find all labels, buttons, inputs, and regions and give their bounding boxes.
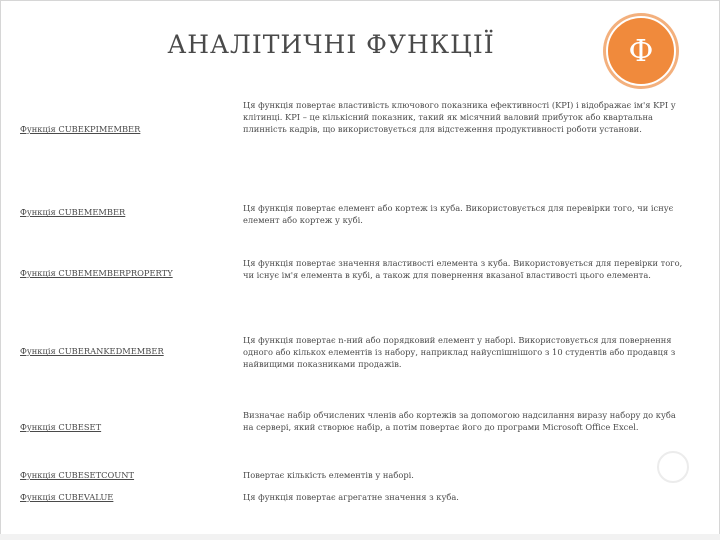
function-name-link[interactable]: Функція CUBERANKEDMEMBER [20,346,164,356]
function-description: Ця функція повертає елемент або кортеж із куба. Використовується для перевірки того, чи існує елемент або кортеж у кубі. [243,203,674,225]
function-name-link[interactable]: Функція CUBEVALUE [20,492,114,502]
function-description: Ця функція повертає властивість ключового показника ефективності (KPI) і відображає ім'я KPI у клітинці. KPI – це кількісний показник, такий як місячний валовий прибуток або квартальна плинність кадрів, що використовується для відстеження продуктивності роботи установи. [243,100,676,134]
function-name-link[interactable]: Функція CUBEMEMBER [20,207,126,217]
letter-badge: Ф [606,16,676,86]
function-name-link[interactable]: Функція CUBEKPIMEMBER [20,124,141,134]
function-name-link[interactable]: Функція CUBEMEMBERPROPERTY [20,268,173,278]
function-description: Ця функція повертає n-ний або порядковий елемент у наборі. Використовується для повернення одного або кількох елементів із набору, наприклад найуспішнішого з 10 студентів або продавця з найвищими показниками продажів. [243,335,676,369]
function-description: Ця функція повертає агрегатне значення з куба. [243,492,459,502]
page-title: АНАЛІТИЧНІ ФУНКЦІЇ [167,30,495,59]
function-name-link[interactable]: Функція CUBESET [20,422,102,432]
function-description: Визначає набір обчислених членів або кортежів за допомогою надсилання виразу набору до куба на сервері, який створює набір, а потім повертає його до програми Microsoft Office Excel. [243,410,676,432]
function-description: Повертає кількість елементів у наборі. [243,470,414,480]
function-name-link[interactable]: Функція CUBESETCOUNT [20,470,135,480]
function-description: Ця функція повертає значення властивості елемента з куба. Використовується для перевірки того, чи існує ім'я елемента в кубі, а також для повернення вказаної властивості цього елемента. [243,258,683,280]
